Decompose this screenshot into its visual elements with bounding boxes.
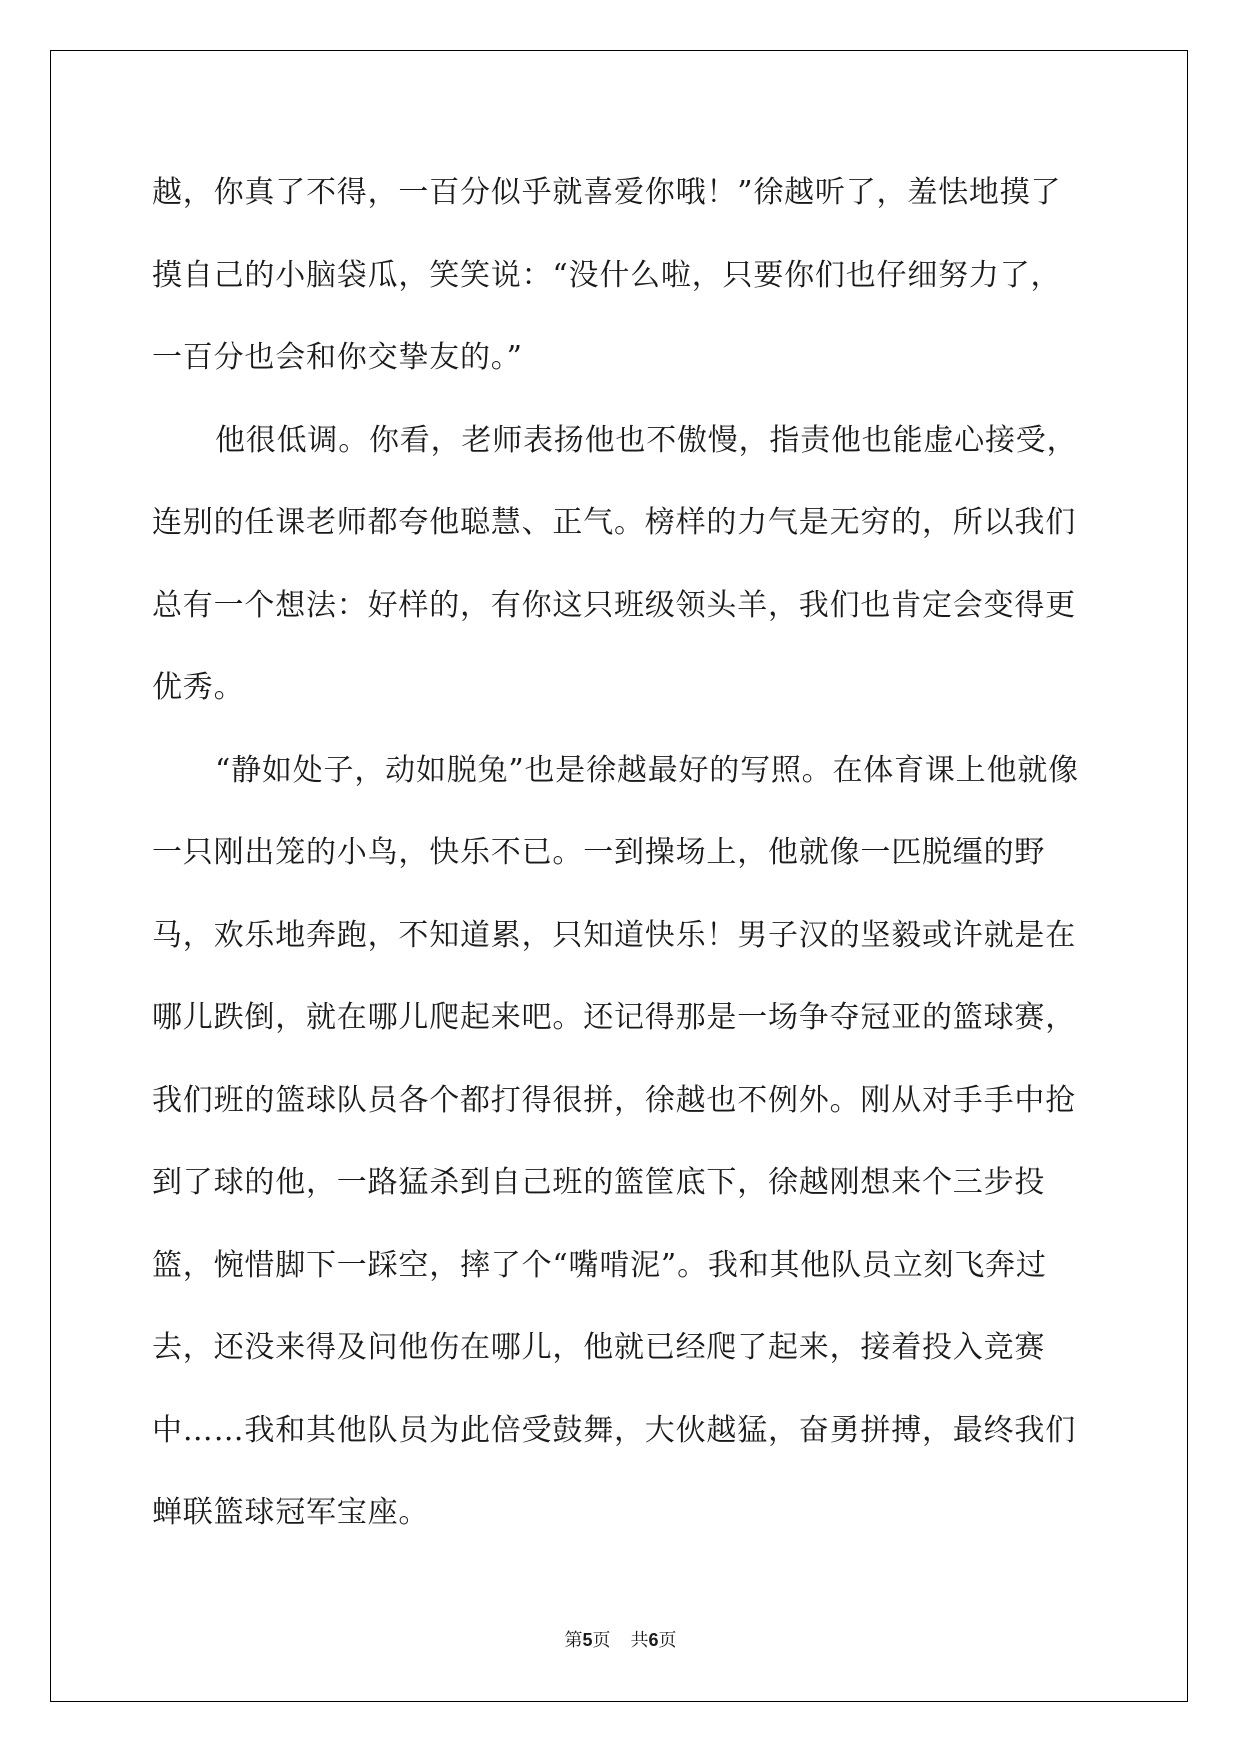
total-label-suffix: 页 <box>658 1630 677 1651</box>
page-label-suffix: 页 <box>592 1630 611 1651</box>
total-label-prefix: 共 <box>630 1630 649 1651</box>
total-page-number: 6 <box>648 1630 659 1650</box>
current-page-number: 5 <box>582 1630 593 1650</box>
paragraph: 越，你真了不得，一百分似乎就喜爱你哦！”徐越听了，羞怯地摸了摸自己的小脑袋瓜，笑笑说：“没什么啦，只要你们也仔细努力了，一百分也会和你交挚友的。” <box>152 175 1062 375</box>
paragraph: 他很低调。你看，老师表扬他也不傲慢，指责他也能虚心接受，连别的任课老师都夸他聪慧、正气。榜样的力气是无穷的，所以我们总有一个想法：好样的，有你这只班级领头羊，我们也肯定会变得更优秀。 <box>152 422 1078 705</box>
page-label-prefix: 第 <box>564 1630 583 1651</box>
document-body <box>152 152 1092 1555</box>
paragraph: “静如处子，动如脱兔”也是徐越最好的写照。在体育课上他就像一只刚出笼的小鸟，快乐不已。一到操场上，他就像一匹脱缰的野马，欢乐地奔跑，不知道累，只知道快乐！男子汉的坚毅或许就是在哪儿跌倒，就在哪儿爬起来吧。还记得那是一场争夺冠亚的篮球赛，我们班的篮球队员各个都打得很拼，徐越也不例外。刚从对手手中抢到了球的他，一路猛杀到自己班的篮筐底下，徐越刚想来个三步投篮，惋惜脚下一踩空，摔了个“嘴啃泥”。我和其他队员立刻飞奔过去，还没来得及问他伤在哪儿，他就已经爬了起来，接着投入竞赛中……我和其他队员为此倍受鼓舞，大伙越猛，奋勇拼搏，最终我们蝉联篮球冠军宝座。 <box>152 752 1079 1530</box>
page-footer <box>0 1626 1241 1652</box>
